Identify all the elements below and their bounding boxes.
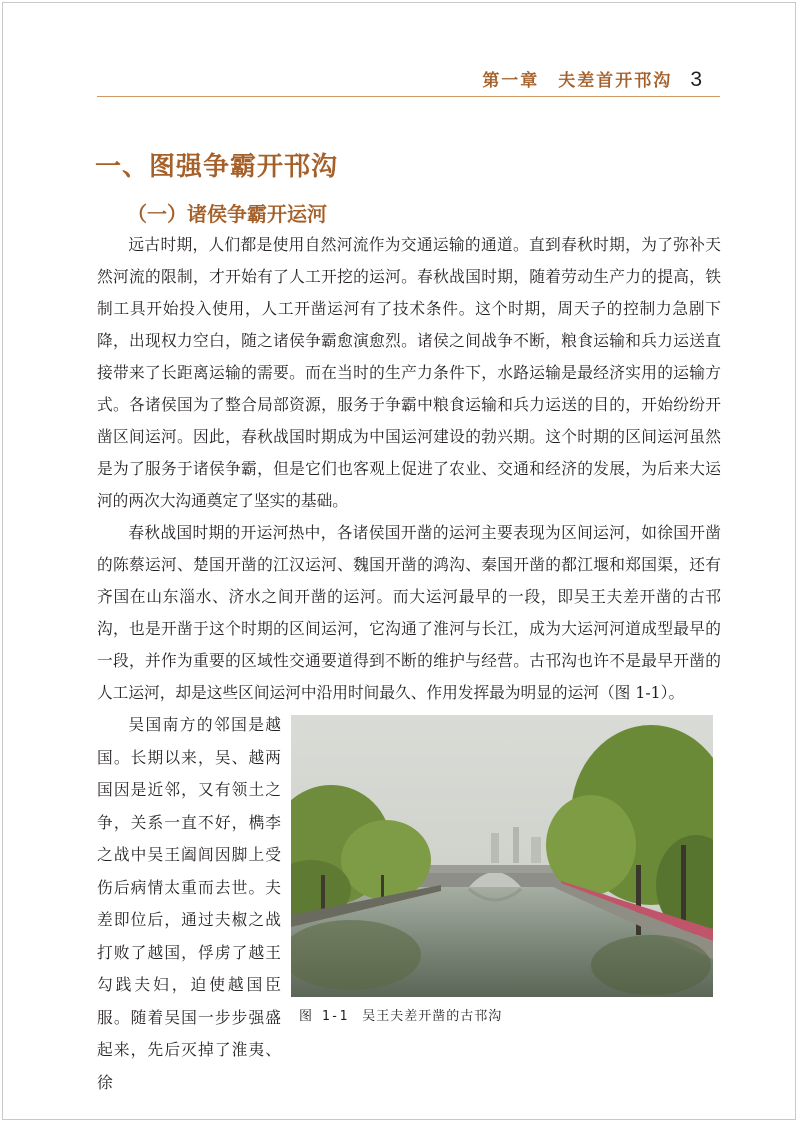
section-heading: 一、图强争霸开邗沟 [95, 152, 339, 182]
chapter-title: 第一章 夫差首开邗沟 [482, 71, 673, 91]
running-header [482, 66, 702, 92]
canal-photo [291, 715, 713, 997]
page-number: 3 [690, 68, 702, 91]
subsection-heading: （一）诸侯争霸开运河 [127, 202, 327, 226]
paragraph: 春秋战国时期的开运河热中，各诸侯国开凿的运河主要表现为区间运河，如徐国开凿的陈蔡运河、楚国开凿的江汉运河、魏国开凿的鸿沟、秦国开凿的都江堰和郑国渠，还有齐国在山东淄水、济水之间开凿的运河。而大运河最早的一段，即吴王夫差开凿的古邗沟，也是开凿于这个时期的区间运河，它沟通了淮河与长江，成为大运河河道成型最早的一段，并作为重要的区域性交通要道得到不断的维护与经营。古邗沟也许不是最早开凿的人工运河，却是这些区间运河中沿用时间最久、作用发挥最为明显的运河（图 1-1）。 [97, 523, 721, 702]
side-paragraph: 吴国南方的邻国是越国。长期以来，吴、越两国因是近邻，又有领土之争，关系一直不好，檇李之战中吴王阖闾因脚上受伤后病情太重而去世。夫差即位后，通过夫椒之战打败了越国，俘虏了越王勾践夫妇，迫使越国臣服。随着吴国一步步强盛起来，先后灭掉了淮夷、徐 [97, 715, 281, 1092]
header-rule [97, 96, 720, 97]
body-text [97, 229, 721, 709]
paragraph: 远古时期，人们都是使用自然河流作为交通运输的通道。直到春秋时期，为了弥补天然河流的限制，才开始有了人工开挖的运河。春秋战国时期，随着劳动生产力的提高，铁制工具开始投入使用，人工开凿运河有了技术条件。这个时期，周天子的控制力急剧下降，出现权力空白，随之诸侯争霸愈演愈烈。诸侯之间战争不断，粮食运输和兵力运送直接带来了长距离运输的需要。而在当时的生产力条件下，水路运输是最经济实用的运输方式。各诸侯国为了整合局部资源，服务于争霸中粮食运输和兵力运送的目的，开始纷纷开凿区间运河。因此，春秋战国时期成为中国运河建设的勃兴期。这个时期的区间运河虽然是为了服务于诸侯争霸，但是它们也客观上促进了农业、交通和经济的发展，为后来大运河的两次大沟通奠定了坚实的基础。 [97, 235, 721, 510]
figure-caption: 图 1-1 吴王夫差开凿的古邗沟 [299, 1009, 503, 1024]
